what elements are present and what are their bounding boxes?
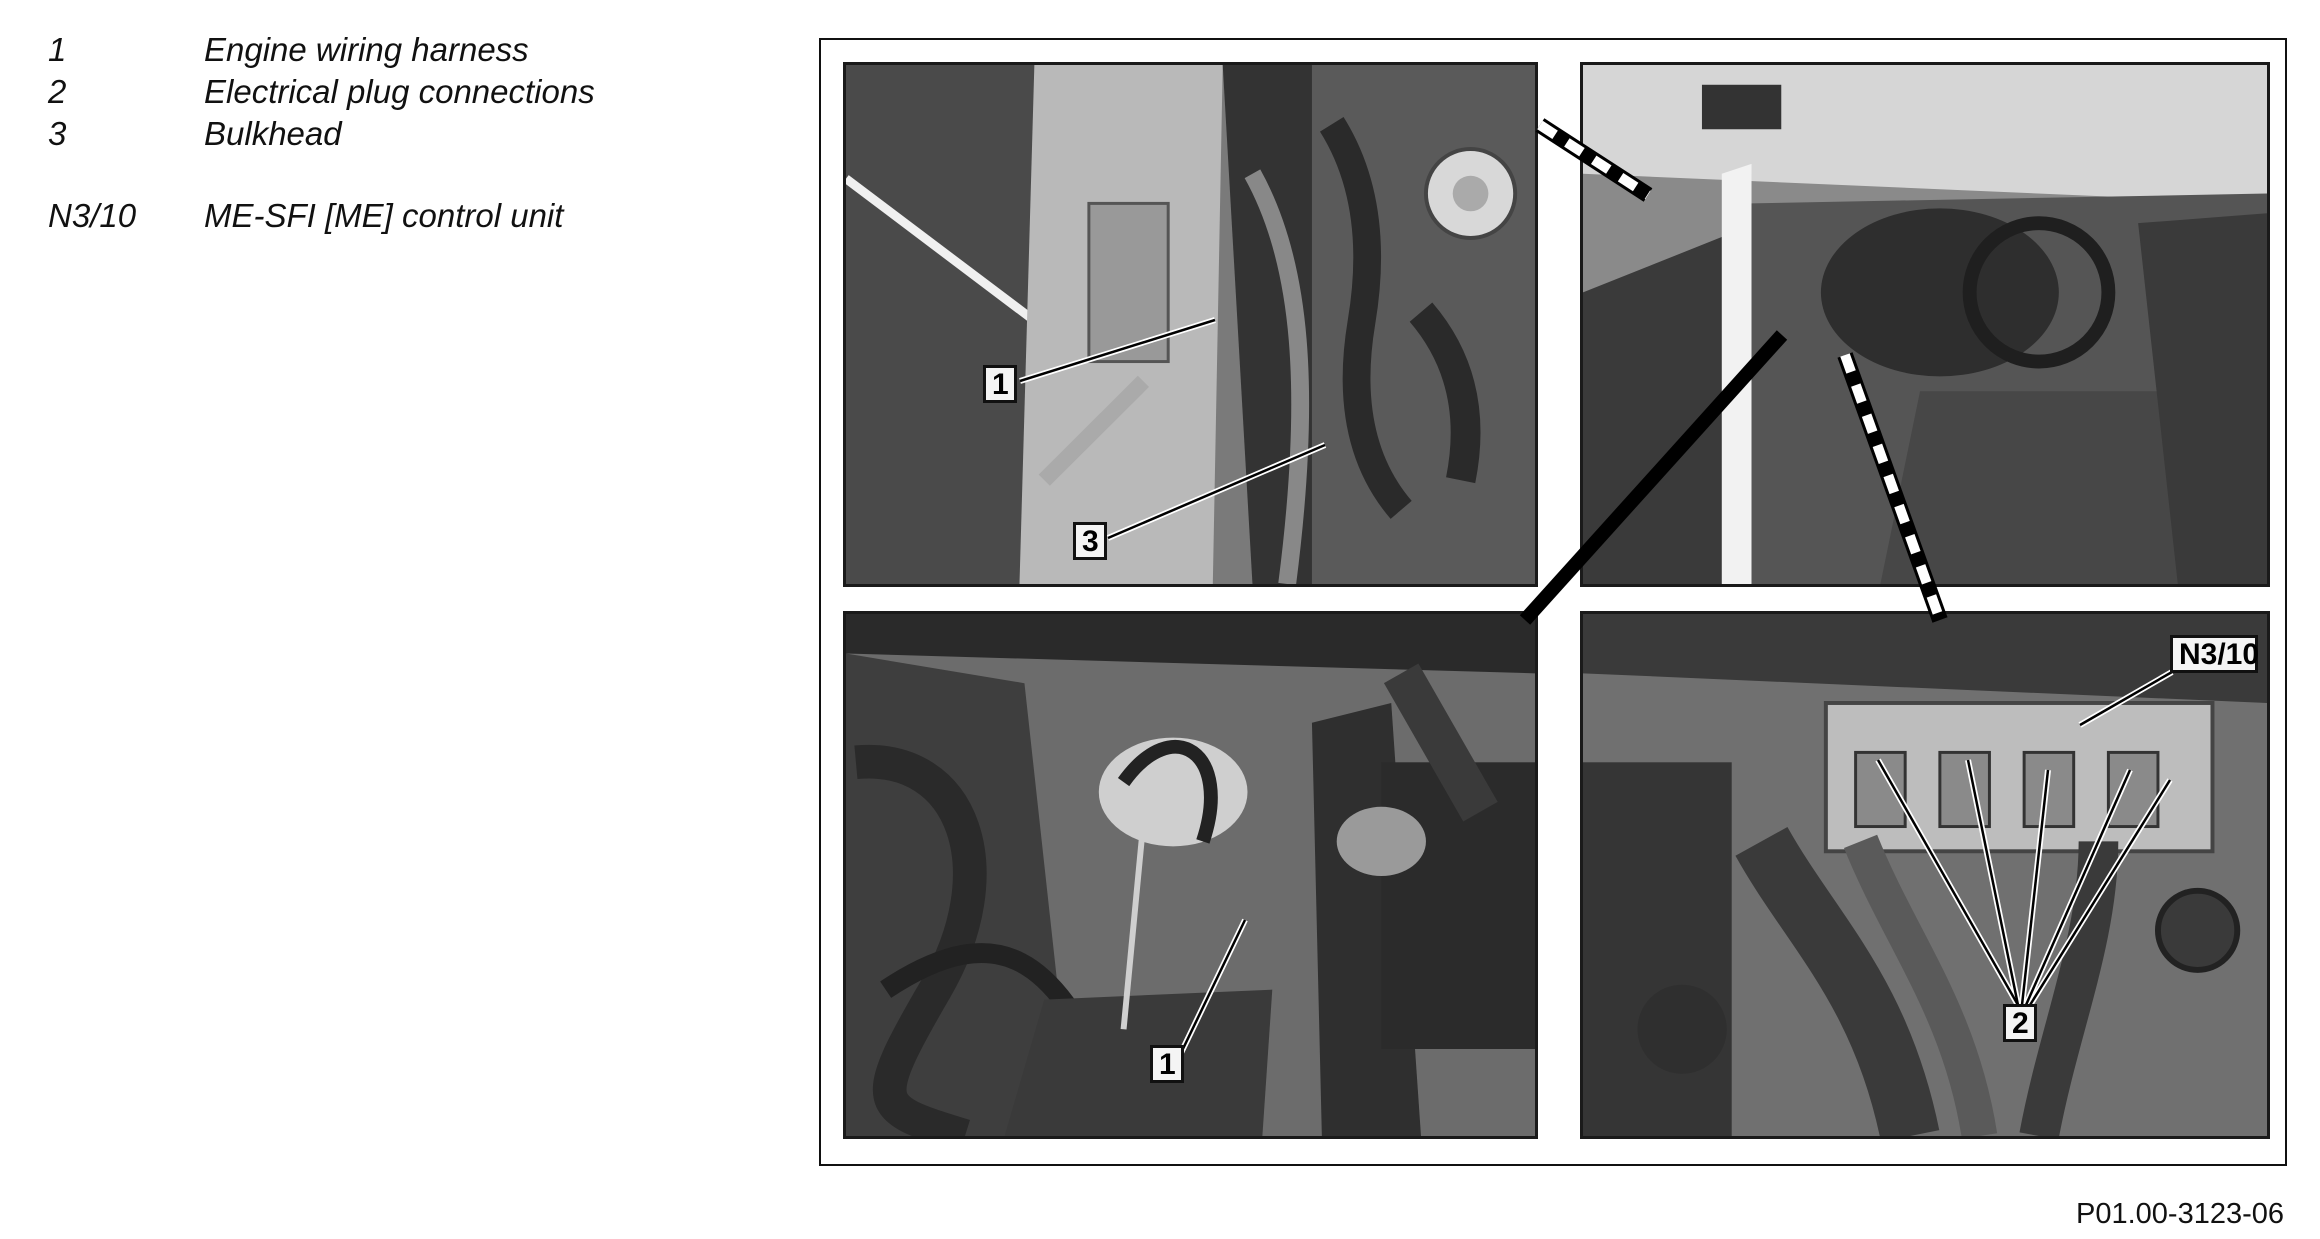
control-unit-photo xyxy=(1580,611,2270,1139)
legend-key: 2 xyxy=(48,73,67,110)
vehicle-interior-photo xyxy=(1580,62,2270,587)
callout-1-top: 1 xyxy=(983,365,1017,403)
engine-compartment-photo xyxy=(843,62,1538,587)
callout-2: 2 xyxy=(2003,1004,2037,1042)
legend-key: 3 xyxy=(48,115,67,152)
legend-text: Electrical plug connections xyxy=(204,73,595,110)
legend-text: ME-SFI [ME] control unit xyxy=(204,197,564,234)
legend-key: N3/10 xyxy=(48,197,137,234)
footwell-wiring-photo xyxy=(843,611,1538,1139)
callout-3: 3 xyxy=(1073,522,1107,560)
legend-key: 1 xyxy=(48,31,67,68)
callout-n3-10: N3/10 xyxy=(2170,635,2258,673)
legend-text: Bulkhead xyxy=(204,115,342,152)
callout-1-bottom: 1 xyxy=(1150,1045,1184,1083)
figure-reference: P01.00-3123-06 xyxy=(2076,1198,2284,1230)
legend-text: Engine wiring harness xyxy=(204,31,529,68)
